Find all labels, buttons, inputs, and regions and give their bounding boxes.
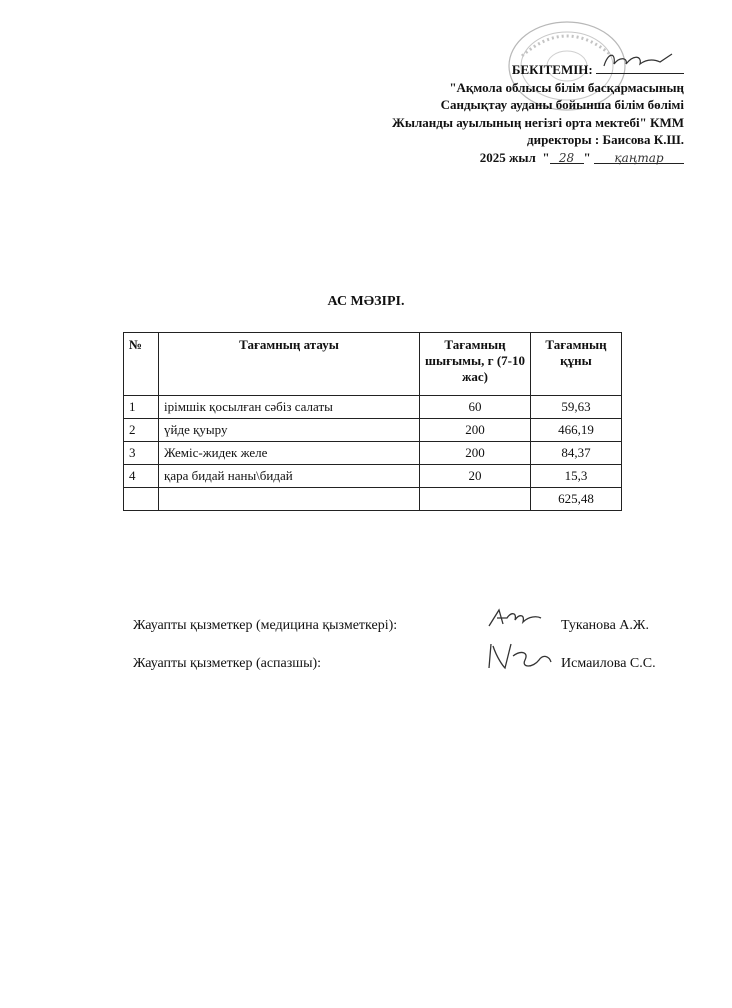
responsible-name: Туканова А.Ж. — [561, 618, 649, 633]
total-row — [124, 488, 622, 511]
director-line: директоры : Баисова К.Ш. — [527, 132, 684, 147]
table-row — [124, 442, 622, 465]
table-row — [124, 465, 622, 488]
row-number: 2 — [124, 419, 159, 442]
row-number: 1 — [124, 396, 159, 419]
table-row — [124, 419, 622, 442]
dish-name: Жеміс-жидек желе — [159, 442, 420, 465]
col-yield-header: Тағамның шығымы, г (7-10 жас) — [420, 333, 531, 396]
dish-cost: 84,37 — [531, 442, 622, 465]
table-row — [124, 396, 622, 419]
dish-cost: 466,19 — [531, 419, 622, 442]
col-cost-header: Тағамның құны — [531, 333, 622, 396]
date-month: қаңтар — [594, 150, 684, 164]
dish-name: қара бидай наны\бидай — [159, 465, 420, 488]
dish-name: үйде қуыру — [159, 419, 420, 442]
approval-heading: БЕКІТЕМІН: — [511, 62, 593, 77]
table-header-row — [124, 333, 622, 396]
empty-cell — [124, 488, 159, 511]
col-number-header: № — [124, 333, 159, 396]
dish-yield: 200 — [420, 442, 531, 465]
row-number: 3 — [124, 442, 159, 465]
responsible-role: Жауапты қызметкер (медицина қызметкері): — [133, 618, 398, 633]
dish-cost: 15,3 — [531, 465, 622, 488]
date-line: 2025 жыл " 28 " қаңтар — [324, 149, 684, 167]
empty-cell — [420, 488, 531, 511]
dish-name: ірімшік қосылған сәбіз салаты — [159, 396, 420, 419]
approval-heading-line — [324, 60, 684, 79]
menu-table — [123, 332, 622, 511]
responsible-name: Исмаилова С.С. — [561, 656, 656, 671]
dish-yield: 60 — [420, 396, 531, 419]
org-line-1: "Ақмола облысы білім басқармасының — [449, 79, 684, 95]
empty-cell — [159, 488, 420, 511]
menu-title: АС МӘЗІРІ. — [327, 294, 405, 309]
dish-yield: 20 — [420, 465, 531, 488]
row-number: 4 — [124, 465, 159, 488]
dish-cost: 59,63 — [531, 396, 622, 419]
date-day: 28 — [550, 150, 584, 164]
medical-signature — [485, 604, 545, 634]
dish-yield: 200 — [420, 419, 531, 442]
org-line-2: Сандықтау ауданы бойынша білім бөлімі — [440, 97, 684, 112]
responsible-role: Жауапты қызметкер (аспазшы): — [133, 656, 322, 671]
director-signature — [596, 60, 684, 74]
org-line-3: Жыланды ауылының негізгі орта мектебі" КММ — [391, 114, 684, 130]
cook-signature — [485, 640, 555, 674]
year-text: 2025 жыл — [479, 149, 536, 165]
col-name-header: Тағамның атауы — [159, 333, 420, 396]
total-cost: 625,48 — [531, 488, 622, 511]
approval-block — [324, 60, 684, 166]
